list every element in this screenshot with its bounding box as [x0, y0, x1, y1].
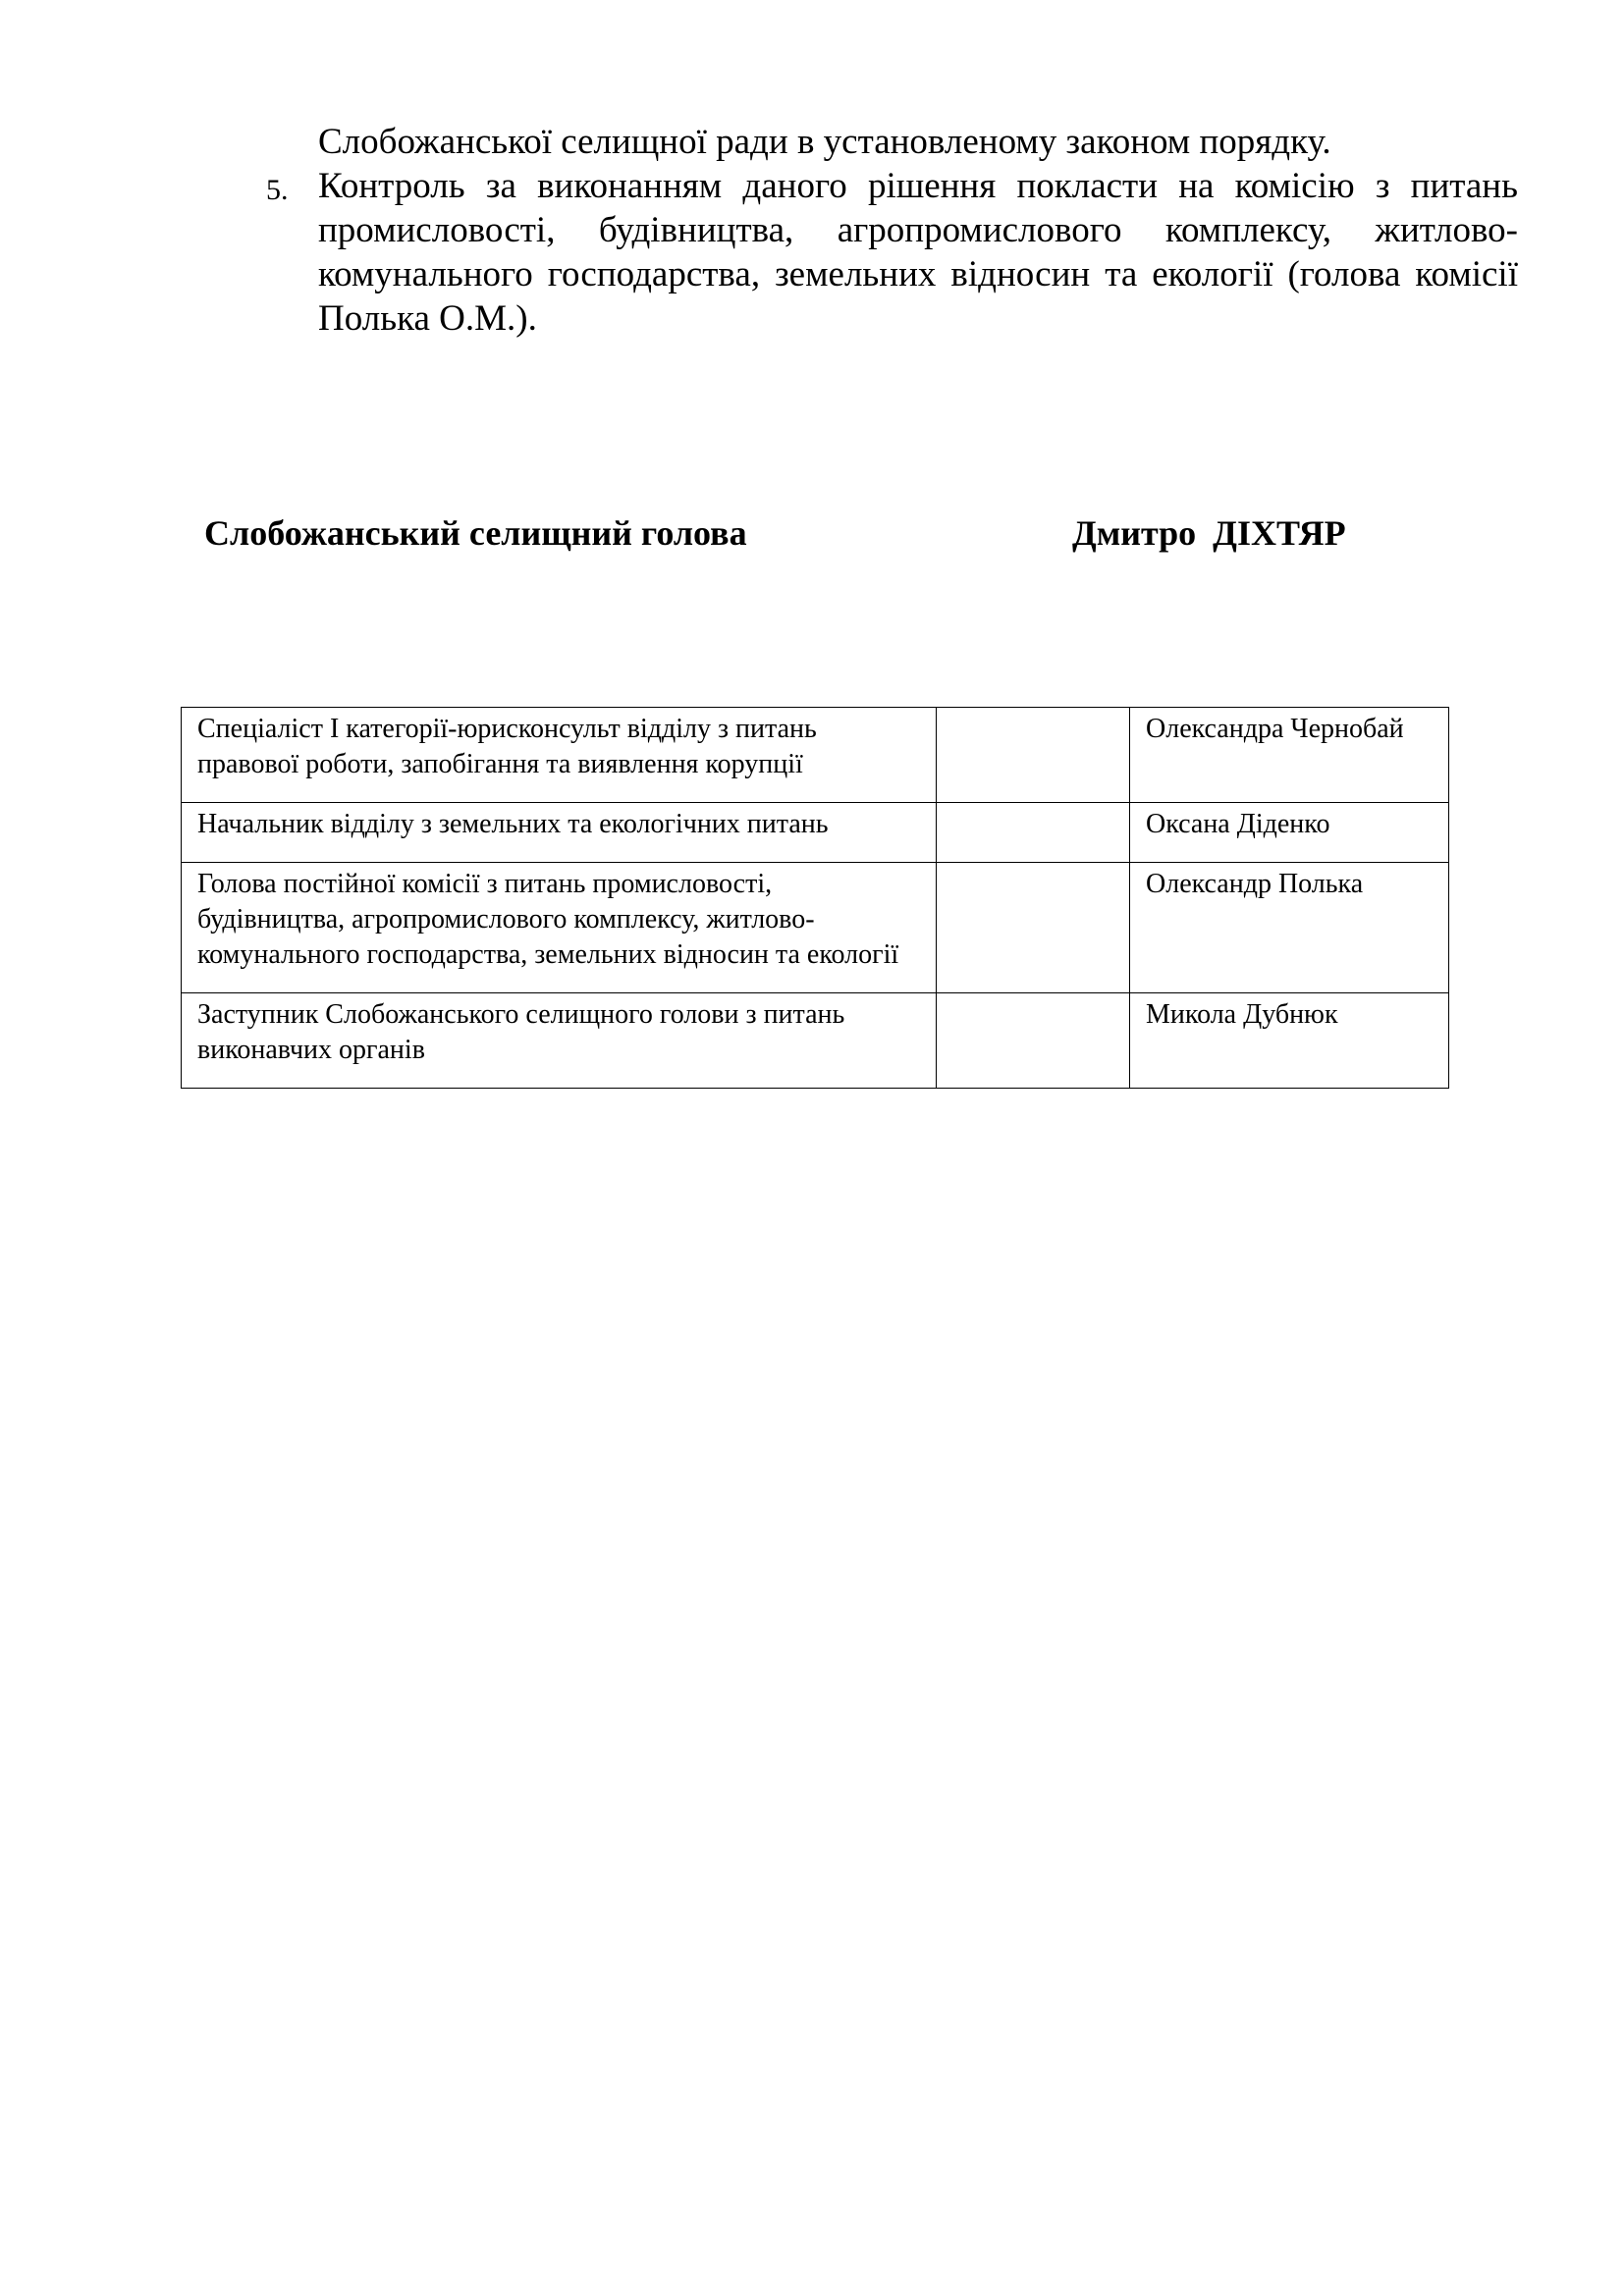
signature-title: Слобожанський селищний голова [204, 513, 747, 553]
signature-cell [937, 993, 1130, 1089]
name-cell: Олександра Чернобай [1130, 708, 1449, 803]
position-cell: Заступник Слобожанського селищного голови з питань виконавчих органів [182, 993, 937, 1089]
position-cell: Спеціаліст І категорії-юрисконсульт відділу з питань правової роботи, запобігання та виявлення корупції [182, 708, 937, 803]
name-cell: Олександр Полька [1130, 863, 1449, 993]
signature-cell [937, 803, 1130, 863]
table-row [182, 708, 1449, 803]
table-row [182, 993, 1449, 1089]
table-row [182, 803, 1449, 863]
approvals-table [181, 707, 1449, 1089]
numbered-item-5 [266, 164, 1518, 341]
signature-name: Дмитро ДІХТЯР [1072, 513, 1346, 553]
position-cell: Начальник відділу з земельних та екологічних питань [182, 803, 937, 863]
table-row [182, 863, 1449, 993]
name-cell: Микола Дубнюк [1130, 993, 1449, 1089]
item-number: 5. [266, 174, 289, 206]
name-cell: Оксана Діденко [1130, 803, 1449, 863]
signature-cell [937, 708, 1130, 803]
signature-cell [937, 863, 1130, 993]
paragraph-continuation: Слобожанської селищної ради в установленому законом порядку. [318, 122, 1331, 162]
item-text: Контроль за виконанням даного рішення покласти на комісію з питань промисловості, будівництва, агропромислового комплексу, житлово-комунального господарства, земельних відносин та екології (голова комісії Полька О.М.). [318, 166, 1518, 339]
position-cell: Голова постійної комісії з питань промисловості, будівництва, агропромислового комплексу, житлово-комунального господарства, земельних відносин та екології [182, 863, 937, 993]
